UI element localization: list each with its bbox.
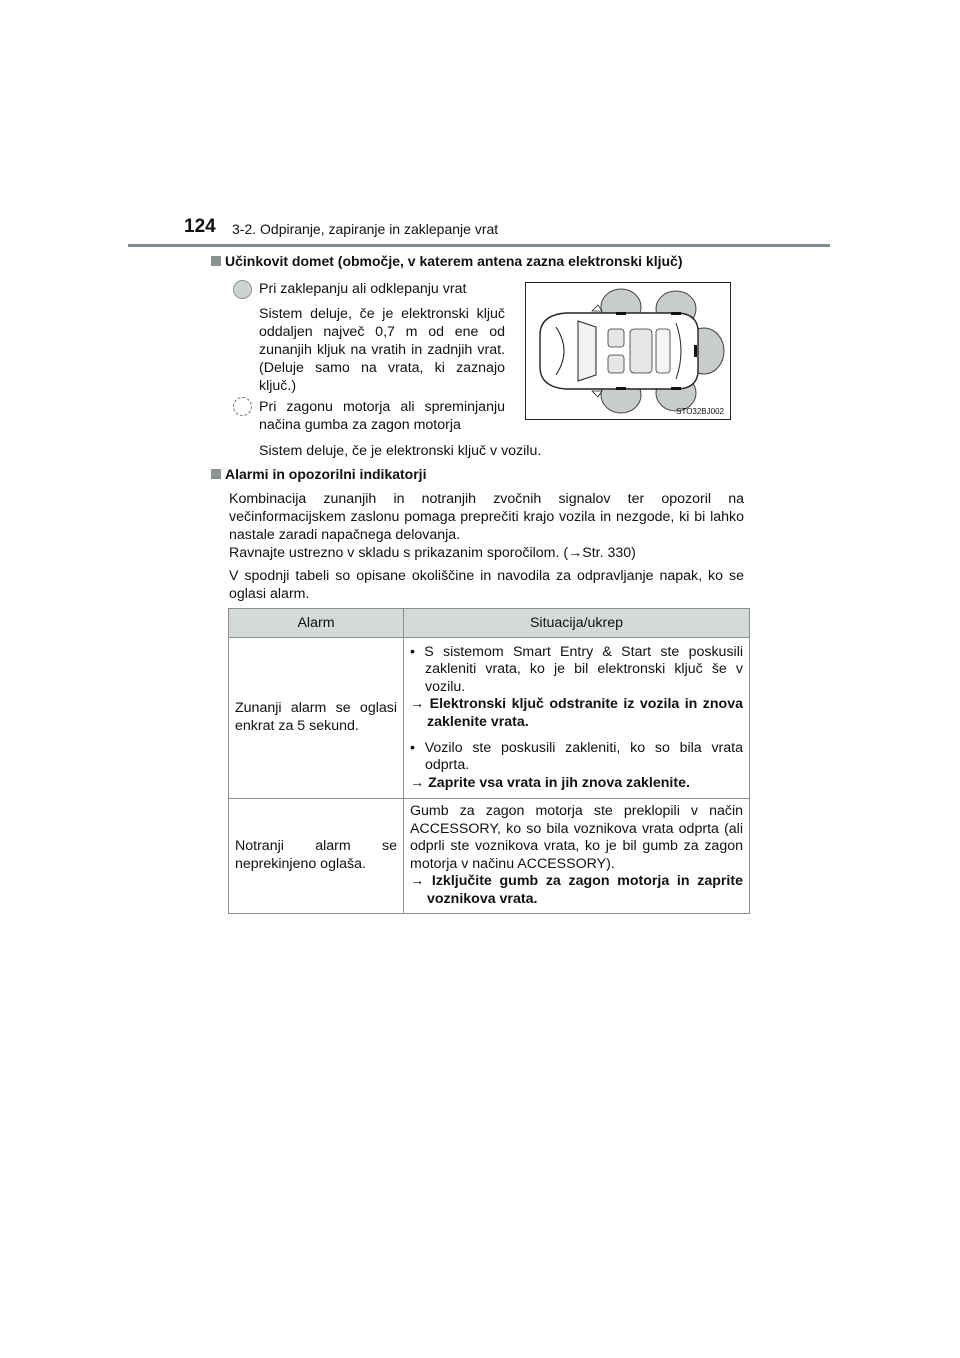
row2-action-text: Izključite gumb za zagon motorja in zaprite voznikova vrata.	[427, 873, 743, 907]
table-row	[229, 638, 750, 799]
row1-action-2	[410, 775, 743, 793]
alarm-heading	[211, 466, 426, 482]
locking-range-icon	[233, 280, 252, 299]
arrow-icon: →	[568, 545, 583, 561]
row1-action-2-text: Zaprite vsa vrata in jih znova zaklenite.	[428, 774, 690, 791]
row1-bullet-2: • Vozilo ste poskusili zakleniti, ko so bila vrata odprta.	[410, 739, 743, 774]
header-divider	[128, 244, 830, 247]
car-top-view-illustration	[526, 283, 730, 419]
alarm-para-1: Kombinacija zunanjih in notranjih zvočnih signalov ter opozoril na večinformacijskem zaslonu pomaga preprečiti krajo vozila in nezgode, ki bi lahko nastale zaradi napačnega delovanja.	[229, 491, 744, 543]
page-reference-link: Str. 330)	[582, 545, 636, 561]
page-number: 124	[184, 216, 216, 237]
square-bullet-icon	[211, 469, 221, 479]
item1-body: Sistem deluje, če je elektronski ključ oddaljen največ 0,7 m od ene od zunanjih kljuk na vratih in zadnjih vrat. (Deluje samo na vrata, ki zaznajo ključ.)	[259, 306, 505, 394]
column-header-situation: Situacija/ukrep	[404, 609, 750, 638]
alarm-para-3: V spodnji tabeli so opisane okoliščine in navodila za odpravljanje napak, ko se oglasi alarm.	[229, 568, 744, 602]
section-title: 3-2. Odpiranje, zapiranje in zaklepanje vrat	[232, 221, 499, 237]
item2-body: Sistem deluje, če je elektronski ključ v vozilu.	[259, 443, 542, 459]
row1-alarm-text: Zunanji alarm se oglasi enkrat za 5 sekund.	[235, 700, 397, 734]
square-bullet-icon	[211, 256, 221, 266]
row2-situation-cell	[404, 799, 750, 914]
table-header-row	[229, 609, 750, 638]
row1-alarm-cell	[229, 638, 404, 799]
range-heading	[211, 253, 682, 269]
item1-title: Pri zaklepanju ali odklepanju vrat	[259, 281, 467, 297]
arrow-icon: →	[410, 774, 425, 791]
arrow-icon: →	[410, 696, 425, 713]
row1-situation-cell	[404, 638, 750, 799]
alarm-para-2-text: Ravnajte ustrezno v skladu s prikazanim sporočilom. (	[229, 545, 569, 561]
alarm-heading-text: Alarmi in opozorilni indikatorji	[225, 466, 427, 482]
figure-code: STO32BJ002	[676, 407, 724, 416]
row2-text: Gumb za zagon motorja ste preklopili v način ACCESSORY, ko so bila voznikova vrata odprta (ali odprli ste voznikova vrata, ko je bil gumb za zagon motorja v načinu ACCESSORY).	[410, 803, 743, 872]
item2-title: Pri zagonu motorja ali spreminjanju načina gumba za zagon motorja	[259, 399, 505, 433]
row1-action-1	[410, 696, 743, 731]
row1-bullet-1: • S sistemom Smart Entry & Start ste poskusili zakleniti vrata, ko je bil elektronski ključ še v vozilu.	[410, 643, 743, 695]
row2-alarm-cell	[229, 799, 404, 914]
engine-start-range-icon	[233, 397, 252, 416]
alarm-para-2	[229, 544, 744, 562]
row2-alarm-text: Notranji alarm se neprekinjeno oglaša.	[235, 838, 397, 872]
row1-action-1-text: Elektronski ključ odstranite iz vozila in znova zaklenite vrata.	[427, 696, 743, 730]
row2-action	[410, 873, 743, 908]
column-header-alarm: Alarm	[229, 609, 404, 638]
table-row	[229, 799, 750, 914]
alarm-table	[228, 608, 750, 914]
range-heading-text: Učinkovit domet (območje, v katerem antena zazna elektronski ključ)	[225, 253, 683, 269]
arrow-icon: →	[410, 873, 425, 890]
vehicle-range-figure	[525, 282, 731, 420]
